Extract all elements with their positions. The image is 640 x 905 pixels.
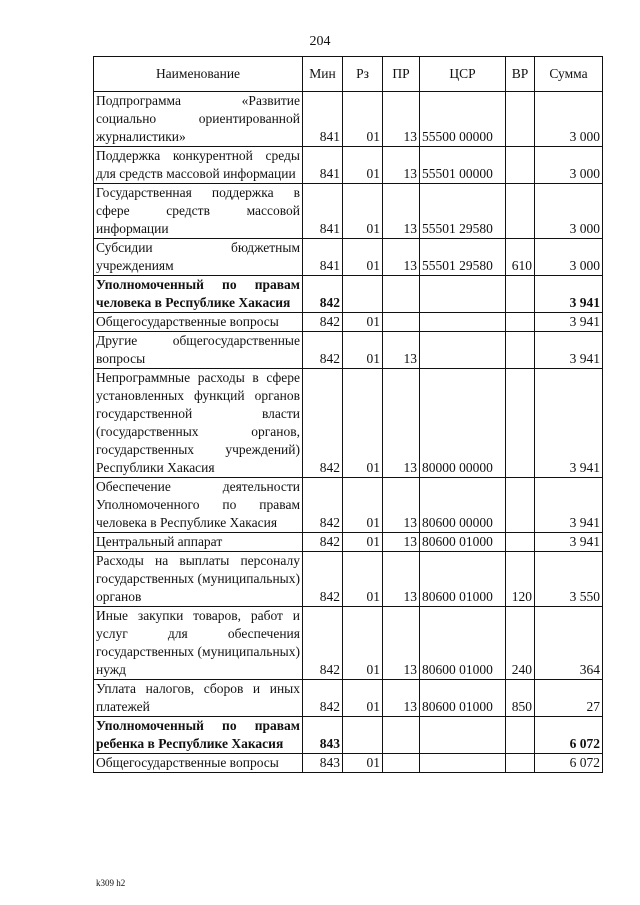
cell-min: 842 [303, 680, 343, 717]
cell-name: Общегосударственные вопросы [94, 754, 303, 773]
cell-sum: 3 941 [535, 332, 603, 369]
cell-csr: 80600 01000 [420, 607, 506, 680]
cell-csr: 55500 00000 [420, 92, 506, 147]
table-row [94, 478, 603, 533]
table-row [94, 552, 603, 607]
cell-sum: 3 941 [535, 276, 603, 313]
cell-vr [506, 478, 535, 533]
table-body [94, 92, 603, 773]
cell-sum: 3 000 [535, 92, 603, 147]
cell-csr: 80600 01000 [420, 552, 506, 607]
cell-vr [506, 754, 535, 773]
cell-rz [343, 276, 383, 313]
header-csr: ЦСР [420, 57, 506, 92]
cell-pr: 13 [383, 239, 420, 276]
header-pr: ПР [383, 57, 420, 92]
cell-min: 842 [303, 533, 343, 552]
cell-csr [420, 276, 506, 313]
footer-code: k309 h2 [96, 878, 126, 888]
cell-name: Непрограммные расходы в сфере установленных функций органов государственной власти (государственных органов, государственных учреждений) Республики Хакасия [94, 369, 303, 478]
cell-min: 841 [303, 184, 343, 239]
cell-csr [420, 313, 506, 332]
table-row [94, 239, 603, 276]
header-name: Наименование [94, 57, 303, 92]
cell-pr: 13 [383, 369, 420, 478]
cell-name: Государственная поддержка в сфере средств массовой информации [94, 184, 303, 239]
cell-pr [383, 717, 420, 754]
cell-csr: 55501 00000 [420, 147, 506, 184]
cell-sum: 27 [535, 680, 603, 717]
page-number: 204 [309, 34, 331, 49]
cell-rz: 01 [343, 313, 383, 332]
cell-name: Поддержка конкурентной среды для средств массовой информации [94, 147, 303, 184]
cell-pr: 13 [383, 607, 420, 680]
table-row [94, 332, 603, 369]
table-row [94, 369, 603, 478]
cell-min: 842 [303, 607, 343, 680]
cell-csr: 55501 29580 [420, 239, 506, 276]
cell-sum: 3 941 [535, 313, 603, 332]
cell-name: Уполномоченный по правам человека в Республике Хакасия [94, 276, 303, 313]
cell-name: Расходы на выплаты персоналу государственных (муниципальных) органов [94, 552, 303, 607]
cell-vr: 610 [506, 239, 535, 276]
cell-pr [383, 276, 420, 313]
cell-vr [506, 369, 535, 478]
table-row [94, 717, 603, 754]
cell-pr: 13 [383, 332, 420, 369]
cell-min: 842 [303, 276, 343, 313]
table-row [94, 276, 603, 313]
header-min: Мин [303, 57, 343, 92]
cell-min: 842 [303, 313, 343, 332]
budget-table [93, 56, 603, 773]
cell-name: Обеспечение деятельности Уполномоченного по правам человека в Республике Хакасия [94, 478, 303, 533]
cell-sum: 6 072 [535, 754, 603, 773]
table-row [94, 754, 603, 773]
cell-name: Подпрограмма «Развитие социально ориентированной журналистики» [94, 92, 303, 147]
cell-pr: 13 [383, 533, 420, 552]
cell-rz: 01 [343, 552, 383, 607]
cell-rz: 01 [343, 754, 383, 773]
table-row [94, 680, 603, 717]
cell-csr: 55501 29580 [420, 184, 506, 239]
cell-rz: 01 [343, 478, 383, 533]
cell-vr [506, 533, 535, 552]
cell-min: 842 [303, 552, 343, 607]
header-rz: Рз [343, 57, 383, 92]
cell-name: Другие общегосударственные вопросы [94, 332, 303, 369]
header-vr: ВР [506, 57, 535, 92]
table-row [94, 313, 603, 332]
cell-vr: 850 [506, 680, 535, 717]
cell-pr: 13 [383, 552, 420, 607]
cell-rz: 01 [343, 92, 383, 147]
cell-name: Уполномоченный по правам ребенка в Республике Хакасия [94, 717, 303, 754]
cell-csr [420, 717, 506, 754]
cell-pr: 13 [383, 680, 420, 717]
cell-min: 842 [303, 478, 343, 533]
cell-pr: 13 [383, 184, 420, 239]
cell-csr [420, 332, 506, 369]
cell-sum: 3 941 [535, 478, 603, 533]
cell-rz: 01 [343, 369, 383, 478]
cell-name: Иные закупки товаров, работ и услуг для обеспечения государственных (муниципальных) нужд [94, 607, 303, 680]
cell-pr: 13 [383, 478, 420, 533]
cell-rz: 01 [343, 147, 383, 184]
cell-name: Общегосударственные вопросы [94, 313, 303, 332]
cell-rz [343, 717, 383, 754]
cell-vr [506, 313, 535, 332]
cell-sum: 3 941 [535, 369, 603, 478]
cell-sum: 3 000 [535, 239, 603, 276]
table-row [94, 147, 603, 184]
cell-csr: 80000 00000 [420, 369, 506, 478]
cell-sum: 3 000 [535, 147, 603, 184]
cell-vr: 240 [506, 607, 535, 680]
cell-sum: 3 941 [535, 533, 603, 552]
cell-csr: 80600 00000 [420, 478, 506, 533]
cell-csr [420, 754, 506, 773]
cell-sum: 3 550 [535, 552, 603, 607]
cell-rz: 01 [343, 239, 383, 276]
cell-pr [383, 754, 420, 773]
cell-min: 843 [303, 754, 343, 773]
cell-vr [506, 717, 535, 754]
cell-vr [506, 92, 535, 147]
cell-name: Уплата налогов, сборов и иных платежей [94, 680, 303, 717]
cell-min: 841 [303, 239, 343, 276]
cell-vr [506, 276, 535, 313]
cell-rz: 01 [343, 680, 383, 717]
cell-min: 841 [303, 92, 343, 147]
cell-sum: 6 072 [535, 717, 603, 754]
cell-min: 841 [303, 147, 343, 184]
table-row [94, 607, 603, 680]
cell-csr: 80600 01000 [420, 533, 506, 552]
cell-name: Центральный аппарат [94, 533, 303, 552]
header-sum: Сумма [535, 57, 603, 92]
table-header-row [94, 57, 603, 92]
cell-csr: 80600 01000 [420, 680, 506, 717]
cell-pr: 13 [383, 92, 420, 147]
cell-sum: 364 [535, 607, 603, 680]
cell-sum: 3 000 [535, 184, 603, 239]
cell-vr [506, 332, 535, 369]
cell-vr [506, 147, 535, 184]
cell-min: 842 [303, 369, 343, 478]
cell-pr [383, 313, 420, 332]
cell-pr: 13 [383, 147, 420, 184]
cell-rz: 01 [343, 184, 383, 239]
table-row [94, 184, 603, 239]
cell-rz: 01 [343, 533, 383, 552]
cell-name: Субсидии бюджетным учреждениям [94, 239, 303, 276]
table-row [94, 533, 603, 552]
cell-vr [506, 184, 535, 239]
cell-rz: 01 [343, 607, 383, 680]
cell-min: 843 [303, 717, 343, 754]
table-row [94, 92, 603, 147]
cell-vr: 120 [506, 552, 535, 607]
cell-rz: 01 [343, 332, 383, 369]
cell-min: 842 [303, 332, 343, 369]
